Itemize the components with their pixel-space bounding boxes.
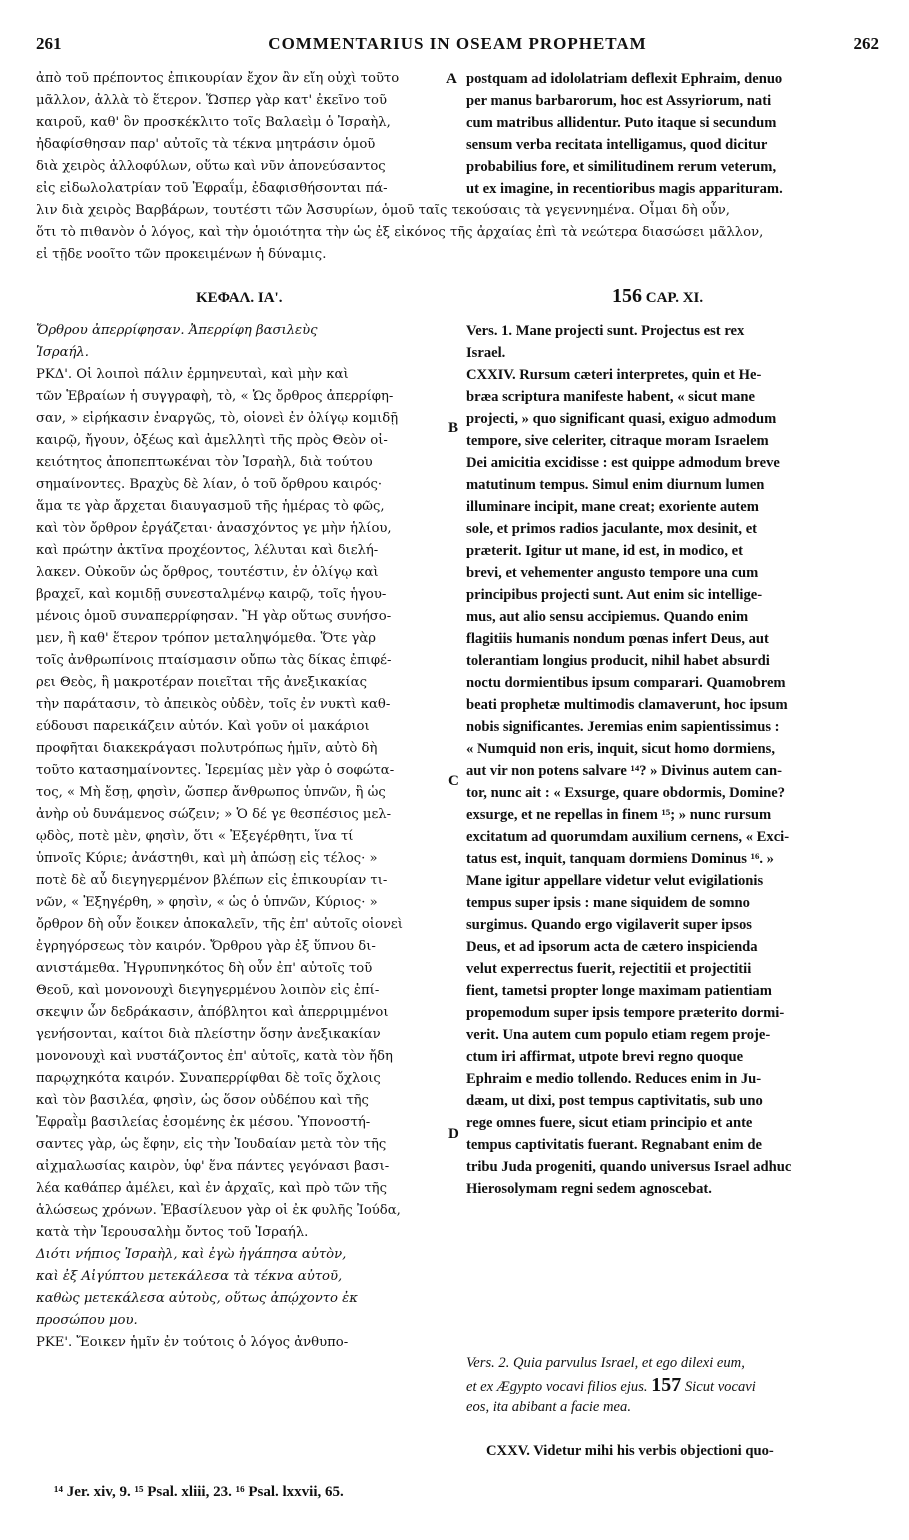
latin-col-line: dæam, ut dixi, post tempus captivitatis, sub uno	[466, 1093, 763, 1109]
latin-verse-2-line-2: et ex Ægypto vocavi filios ejus. 157 Sicut vocavi	[466, 1374, 756, 1396]
latin-col-line: Hierosolymam regni sedem agnoscebat.	[466, 1181, 712, 1197]
greek-col-line: κατὰ τὴν Ἱερουσαλὴμ ὄντος τοῦ Ἰσραήλ.	[36, 1225, 309, 1240]
latin-chapter-heading	[612, 285, 703, 308]
latin-col-line: tribu Juda progeniti, quando universus Israel adhuc	[466, 1159, 792, 1175]
latin-verse-2-line-1: Vers. 2. Quia parvulus Israel, et ego dilexi eum,	[466, 1355, 745, 1371]
column-number-157: 157	[651, 1374, 682, 1396]
footnotes: ¹⁴ Jer. xiv, 9. ¹⁵ Psal. xliii, 23. ¹⁶ Psal. lxxvii, 65.	[54, 1484, 344, 1500]
greek-col-line: ὑπνοῖς Κύριε; ἀνάστηθι, καὶ μὴ ἀπώσῃ εἰς τέλος· »	[36, 851, 378, 866]
greek-col-line: προφῆται διακεκράγασι πολυτρόπως ἡμῖν, αὐτὸ δὴ	[36, 741, 378, 756]
greek-col-line: καιρῷ, ἤγουν, ὀξέως καὶ ἀμελλητὶ τῆς πρὸς Θεὸν οἰ-	[36, 433, 388, 448]
margin-marker-b: B	[448, 420, 459, 436]
latin-col-line: mus, aut alio sensu accipiemus. Quando enim	[466, 609, 749, 625]
greek-col-line: ποτὲ δὲ αὖ διεγηγερμένον βλέπων εἰς ἐπικουρίαν τι-	[36, 873, 388, 888]
latin-col-line: sole, et primos radios jaculante, mox desinit, et	[466, 521, 758, 537]
greek-col-line: ἀνὴρ οὐ δυνάμενος σώζειν; » Ὁ δέ γε θεσπέσιος μελ-	[36, 807, 392, 822]
margin-marker-d: D	[448, 1126, 459, 1142]
greek-col-line: ἅμα τε γὰρ ἄρχεται διαυγασμοῦ τῆς ἡμέρας τὸ φῶς,	[36, 499, 385, 514]
greek-col-line: ΡΚΕ'. Ἔοικεν ἡμῖν ἐν τούτοις ὁ λόγος ἀνθυπο-	[36, 1335, 349, 1350]
greek-col-line: καὶ τὸν ὄρθρον ἐργάζεται· ἀνασχόντος γε μὴν ἡλίου,	[36, 521, 392, 536]
latin-col-line: Deus, et ad ipsorum acta de cætero inspicienda	[466, 939, 758, 955]
latin-col-line: principibus projecti sunt. Aut enim sic intellige-	[466, 587, 763, 603]
latin-col-line: surgimus. Quando ergo vigilaverit super ipsos	[466, 917, 752, 933]
margin-marker-a: A	[446, 71, 457, 87]
greek-col-line: ἐγρηγόρσεως τὸν καιρόν. Ὄρθρου γὰρ ἐξ ὕπνου δι-	[36, 939, 376, 954]
greek-col-line: καὶ ἐξ Αἰγύπτου μετεκάλεσα τὰ τέκνα αὐτοῦ,	[36, 1269, 343, 1284]
greek-col-line: μεν, ἢ καθ' ἕτερον τρόπον μεταληψόμεθα. Ὅτε γὰρ	[36, 631, 377, 646]
greek-col-line: σαντες γὰρ, ὡς ἔφην, εἰς τὴν Ἰουδαίαν μετὰ τὸν τῆς	[36, 1137, 387, 1152]
greek-col-line: αἰχμαλωσίας καιρὸν, ὑφ' ἕνα πάντες γεγόνασι βασι-	[36, 1159, 390, 1174]
page-number-right: 262	[853, 34, 879, 53]
top-greek-line: καιροῦ, καθ' ὃν προσκέκλιτο τοῖς Βαλαεὶμ ὁ Ἰσραὴλ,	[36, 115, 391, 130]
greek-col-line: σαν, » εἰρήκασιν ἐναργῶς, τὸ, οἱονεὶ ἐν ὀλίγῳ κομιδῇ	[36, 411, 399, 426]
greek-col-line: λέα καθάπερ ἀμέλει, καὶ ἐν ἀρχαῖς, καὶ πρὸ τῶν τῆς	[36, 1181, 387, 1196]
greek-col-line: Ἰσραήλ.	[36, 345, 89, 360]
greek-col-line: ὄρθρον δὴ οὖν ἔοικεν ἀποκαλεῖν, τῆς ἐπ' αὐτοῖς οἱονεὶ	[36, 917, 403, 932]
greek-col-line: τος, « Μὴ ἔσῃ, φησὶν, ὥσπερ ἄνθρωπος ὑπνῶν, ἢ ὡς	[36, 785, 386, 800]
latin-col-line: nobis significantes. Jeremias enim sapientissimus :	[466, 719, 780, 735]
greek-col-line: νῶν, « Ἐξηγέρθη, » φησὶν, « ὡς ὁ ὑπνῶν, Κύριος· »	[36, 895, 378, 910]
greek-col-line: κειότητος ἀποπεπτωκέναι τὸν Ἰσραὴλ, διὰ τούτου	[36, 455, 373, 470]
latin-col-line: propemodum super ipsis tempore præterito dormi-	[466, 1005, 785, 1021]
latin-col-line: beati prophetæ multimodis clamaverunt, hoc ipsum	[466, 697, 788, 713]
latin-col-line: tatus est, inquit, tanquam dormiens Dominus ¹⁶. »	[466, 851, 774, 867]
greek-col-line: τῶν Ἑβραίων ἡ συγγραφὴ, τὸ, « Ὡς ὄρθρος ἀπερρίφη-	[36, 389, 394, 404]
latin-col-line: tempore, sive celeriter, citraque moram Israelem	[466, 433, 769, 449]
latin-verse-2-line-3: eos, ita abibant a facie mea.	[466, 1399, 631, 1415]
top-latin-line: per manus barbarorum, hoc est Assyriorum, nati	[466, 93, 772, 109]
full-lines-line: εἰ τῇδε νοοῖτο τῶν προκειμένων ἡ δύναμις.	[36, 247, 327, 262]
greek-col-line: καὶ πρώτην ἀκτῖνα προχέοντος, λέλυται καὶ διελή-	[36, 543, 379, 558]
greek-col-line: ρει Θεὸς, ἢ μακροτέραν ποιεῖται τῆς ἀνεξικακίας	[36, 675, 367, 690]
greek-col-line: Ἐφραῒμ βασιλείας ἐσομένης ἐκ μέσου. Ὑπονοστή-	[36, 1115, 371, 1130]
greek-col-line: εύδουσι παρεικάζειν αὐτόν. Καὶ γοῦν οἱ μακάριοι	[36, 719, 370, 734]
top-greek-line: μᾶλλον, ἀλλὰ τὸ ἕτερον. Ὥσπερ γὰρ κατ' ἐκεῖνο τοῦ	[36, 93, 388, 108]
full-lines-line: λιν διὰ χειρὸς Βαρβάρων, τουτέστι τῶν Ἀσσυρίων, ὁμοῦ ταῖς τεκούσαις τὰ γεγεννημένα. Οἶμαι δὴ οὖν,	[36, 203, 730, 218]
greek-col-line: καθὼς μετεκάλεσα αὐτοὺς, οὕτως ἀπῴχοντο ἐκ	[36, 1291, 358, 1306]
latin-col-line: Vers. 1. Mane projecti sunt. Projectus est rex	[466, 323, 745, 339]
greek-col-line: βραχεῖ, καὶ κομιδῇ συνεσταλμένῳ καιρῷ, τοῖς ἡγου-	[36, 587, 387, 602]
greek-col-line: λακεν. Οὐκοῦν ὡς ὄρθρος, τουτέστιν, ἐν ὀλίγῳ καὶ	[36, 565, 379, 580]
latin-col-line: rege omnes fuere, sicut etiam principio et ante	[466, 1115, 753, 1131]
latin-section-cxxv: CXXV. Videtur mihi his verbis objectioni quo-	[486, 1443, 774, 1459]
top-greek-line: εἰς εἰδωλολατρίαν τοῦ Ἐφραΐμ, ἐδαφισθήσονται πά-	[36, 181, 388, 196]
greek-col-line: Ὄρθρου ἀπερρίφησαν. Ἀπερρίφη βασιλεὺς	[36, 323, 318, 338]
top-latin-line: sensum verba recitata intelligamus, quod dicitur	[466, 137, 768, 153]
top-greek-line: διὰ χειρὸς ἀλλοφύλων, οὕτω καὶ νῦν ἀπονεύσαντος	[36, 159, 386, 174]
latin-col-line: « Numquid non eris, inquit, sicut homo dormiens,	[466, 741, 775, 757]
latin-col-line: brevi, et vehementer angusto tempore una cum	[466, 565, 759, 581]
greek-col-line: ανιστάμεθα. Ἠγρυπνηκότος δὴ οὖν ἐπ' αὐτοῖς τοῦ	[36, 961, 373, 976]
greek-col-line: καὶ τὸν βασιλέα, φησὶν, ὡς ὅσον οὐδέπου καὶ τῆς	[36, 1093, 369, 1108]
greek-col-line: προσώπου μου.	[36, 1313, 138, 1328]
greek-col-line: μένοις ὁμοῦ συναπερρίφησαν. Ἢ γὰρ οὕτως συνήσο-	[36, 609, 392, 624]
latin-col-line: projecti, » quo significant quasi, exiguo admodum	[466, 411, 777, 427]
latin-col-line: excitatum ad quorumdam auxilium cernens, « Exci-	[466, 829, 790, 845]
latin-col-line: Mane igitur appellare videtur velut evigilationis	[466, 873, 764, 889]
greek-col-line: μονονουχὶ καὶ νυστάζοντος ἐπ' αὐτοῖς, κατὰ τὸν ἤδη	[36, 1049, 393, 1064]
column-number: 156	[612, 285, 642, 307]
latin-col-line: tempus super ipsis : mane siquidem de somno	[466, 895, 750, 911]
latin-col-line: Israel.	[466, 345, 506, 361]
greek-col-line: τοῦτο κατασημαίνοντες. Ἱερεμίας μὲν γὰρ ὁ σοφώτα-	[36, 763, 395, 778]
greek-col-line: γενήσονται, καίτοι διὰ πλείστην ὅσην ἀνεξικακίαν	[36, 1027, 381, 1042]
greek-col-line: ῳδὸς, ποτὲ μὲν, φησὶν, ὅτι « Ἐξεγέρθητι, ἵνα τί	[36, 829, 354, 844]
running-header	[36, 34, 879, 58]
greek-col-line: παρῳχηκότα καιρόν. Συναπερρίφθαι δὲ τοῖς ὄχλοις	[36, 1071, 381, 1086]
greek-col-line: σκεψιν ὧν δεδράκασιν, ἀπόβλητοι καὶ ἀπερριμμένοι	[36, 1005, 389, 1020]
latin-col-line: bræa scriptura manifeste habent, « sicut mane	[466, 389, 756, 405]
latin-col-line: aut vir non potens salvare ¹⁴? » Divinus autem can-	[466, 763, 782, 779]
chapter-label: CAP. XI.	[645, 290, 704, 306]
latin-col-line: illuminare incipit, mane creat; exoriente autem	[466, 499, 759, 515]
latin-col-line: flagitiis humanis nondum pœnas infert Deus, aut	[466, 631, 769, 647]
top-latin-line: ut ex imagine, in recentioribus magis apparituram.	[466, 181, 783, 197]
latin-col-line: exsurge, et ne repellas in finem ¹⁵; » nunc rursum	[466, 807, 772, 823]
greek-col-line: ἁλώσεως χρόνων. Ἐβασίλευον γὰρ οἱ ἐκ φυλῆς Ἰούδα,	[36, 1203, 401, 1218]
greek-col-line: τοῖς ἀνθρωπίνοις πταίσμασιν οὔπω τὰς δίκας ἐπιφέ-	[36, 653, 392, 668]
greek-col-line: ΡΚΔ'. Οἱ λοιποὶ πάλιν ἑρμηνευταὶ, καὶ μὴν καὶ	[36, 367, 349, 382]
greek-col-line: Διότι νήπιος Ἰσραὴλ, καὶ ἐγὼ ἠγάπησα αὐτὸν,	[36, 1247, 347, 1262]
top-latin-line: postquam ad idololatriam deflexit Ephraim, denuo	[466, 71, 783, 87]
page-number-left: 261	[36, 34, 62, 53]
greek-col-line: Θεοῦ, καὶ μονονουχὶ διεγηγερμένου λοιπὸν εἰς ἐπί-	[36, 983, 380, 998]
latin-col-line: fient, tametsi propter longe maximam patientiam	[466, 983, 772, 999]
latin-col-line: velut experrectus fuerit, rejectitii et projectitii	[466, 961, 752, 977]
full-lines-line: ὅτι τὸ πιθανὸν ὁ λόγος, καὶ τὴν ὁμοιότητα τὴν ὡς ἐξ εἰκόνος τῆς ἀρχαίας ἐπὶ τὰ νεώτερα διασώσει μᾶλλον,	[36, 225, 764, 240]
top-latin-line: cum matribus allidentur. Puto itaque si secundum	[466, 115, 777, 131]
top-greek-line: ἠδαφίσθησαν παρ' αὐτοῖς τὰ τέκνα μητράσιν ὁμοῦ	[36, 137, 376, 152]
latin-col-line: tolerantiam longius producit, nihil habet absurdi	[466, 653, 770, 669]
latin-col-line: Dei amicitia excidisse : est quippe admodum breve	[466, 455, 780, 471]
latin-col-line: tempus captivitatis fuerant. Regnabant enim de	[466, 1137, 762, 1153]
latin-col-line: matutinum tempus. Simul enim diurnum lumen	[466, 477, 765, 493]
top-latin-line: probabilius fore, et similitudinem rerum veterum,	[466, 159, 777, 175]
latin-col-line: CXXIV. Rursum cæteri interpretes, quin et He-	[466, 367, 762, 383]
greek-col-line: τὴν παράτασιν, τὸ ἀπεικὸς οὐδὲν, τοῖς ἐν νυκτὶ καθ-	[36, 697, 391, 712]
margin-marker-c: C	[448, 773, 459, 789]
latin-col-line: ctum iri affirmat, utpote brevi regno quoque	[466, 1049, 744, 1065]
latin-col-line: noctu dormientibus ipsum comparari. Quamobrem	[466, 675, 786, 691]
top-greek-line: ἀπὸ τοῦ πρέποντος ἐπικουρίαν ἔχον ἂν εἴη οὐχὶ τοῦτο	[36, 71, 400, 86]
latin-col-line: verit. Una autem cum populo etiam regem proje-	[466, 1027, 771, 1043]
greek-col-line: σημαίνοντες. Βραχὺς δὲ λίαν, ὁ τοῦ ὄρθρου καιρός·	[36, 477, 383, 492]
greek-chapter-heading: ΚΕΦΑΛ. ΙΑ'.	[196, 290, 283, 306]
latin-col-line: præterit. Igitur ut mane, id est, in modico, et	[466, 543, 743, 559]
running-title: COMMENTARIUS IN OSEAM PROPHETAM	[268, 34, 647, 53]
latin-col-line: Ephraim e medio tollendo. Reduces enim in Ju-	[466, 1071, 762, 1087]
latin-col-line: tor, nunc ait : « Exsurge, quare obdormis, Domine?	[466, 785, 786, 801]
